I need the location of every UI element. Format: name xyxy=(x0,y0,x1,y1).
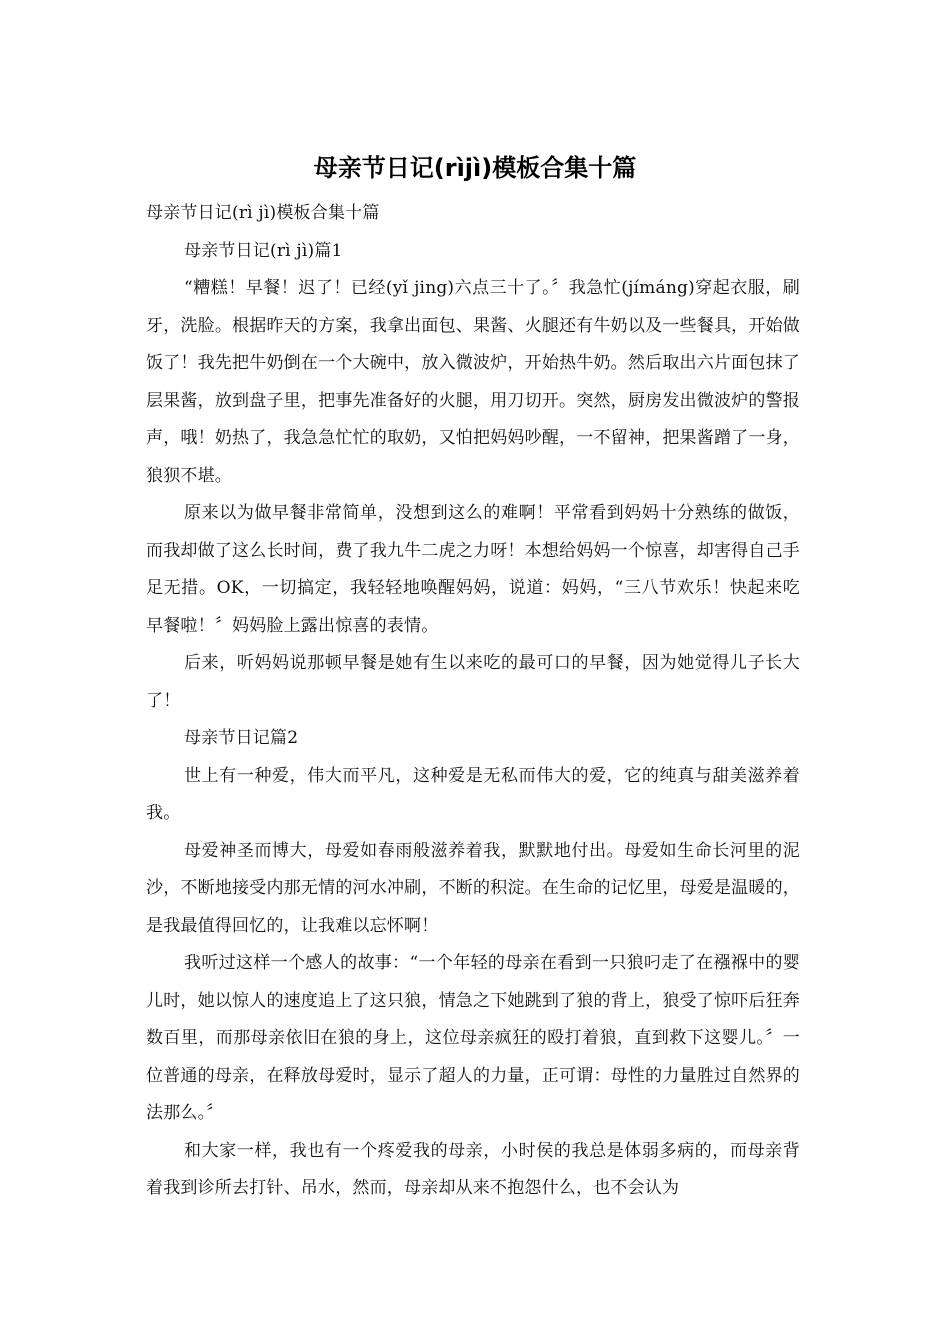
paragraph-subtitle: 母亲节日记(rì jì)模板合集十篇 xyxy=(146,203,380,223)
document-body xyxy=(146,195,800,1208)
paragraph: 母爱神圣而博大，母爱如春雨般滋养着我，默默地付出。母爱如生命长河里的泥沙，不断地接受内那无情的河水冲刷，不断的积淀。在生命的记忆里，母爱是温暖的，是我最值得回忆的，让我难以忘怀啊！ xyxy=(146,840,800,936)
paragraph: “糟糕！早餐！迟了！已经(yǐ jing)六点三十了。〞我急忙(jímáng)穿起衣服，刷牙，洗脸。根据昨天的方案，我拿出面包、果酱、火腿还有牛奶以及一些餐具，开始做饭了！我先把牛奶倒在一个大碗中，放入微波炉，开始热牛奶。然后取出六片面包抹了层果酱，放到盘子里，把事先准备好的火腿，用刀切开。突然，厨房发出微波炉的警报声，哦！奶热了，我急急忙忙的取奶，又怕把妈妈吵醒，一不留神，把果酱蹭了一身，狼狈不堪。 xyxy=(146,278,800,486)
paragraph: 和大家一样，我也有一个疼爱我的母亲，小时侯的我总是体弱多病的，而母亲背着我到诊所去打针、吊水，然而，母亲却从来不抱怨什么，也不会认为 xyxy=(146,1140,800,1198)
section-heading-2: 母亲节日记篇2 xyxy=(184,728,299,748)
section-heading-1: 母亲节日记(rì jì)篇1 xyxy=(184,240,343,261)
paragraph: 后来，听妈妈说那顿早餐是她有生以来吃的最可口的早餐，因为她觉得儿子长大了！ xyxy=(146,653,800,711)
paragraph: 世上有一种爱，伟大而平凡，这种爱是无私而伟大的爱，它的纯真与甜美滋养着我。 xyxy=(146,765,800,823)
document-title: 母亲节日记(rìjì)模板合集十篇 xyxy=(313,154,637,182)
paragraph: 我听过这样一个感人的故事：“一个年轻的母亲在看到一只狼叼走了在襁褓中的婴儿时，她以惊人的速度追上了这只狼，情急之下她跳到了狼的背上，狼受了惊吓后狂奔数百里，而那母亲依旧在狼的身上，这位母亲疯狂的殴打着狼，直到救下这婴儿。〞一位普通的母亲，在释放母爱时，显示了超人的力量，正可谓：母性的力量胜过自然界的法那么。〞 xyxy=(146,953,800,1123)
paragraph: 原来以为做早餐非常简单，没想到这么的难啊！平常看到妈妈十分熟练的做饭，而我却做了这么长时间，费了我九牛二虎之力呀！本想给妈妈一个惊喜，却害得自己手足无措。OK，一切搞定，我轻轻地唤醒妈妈，说道：妈妈，“三八节欢乐！快起来吃早餐啦！〞妈妈脸上露出惊喜的表情。 xyxy=(146,503,800,636)
